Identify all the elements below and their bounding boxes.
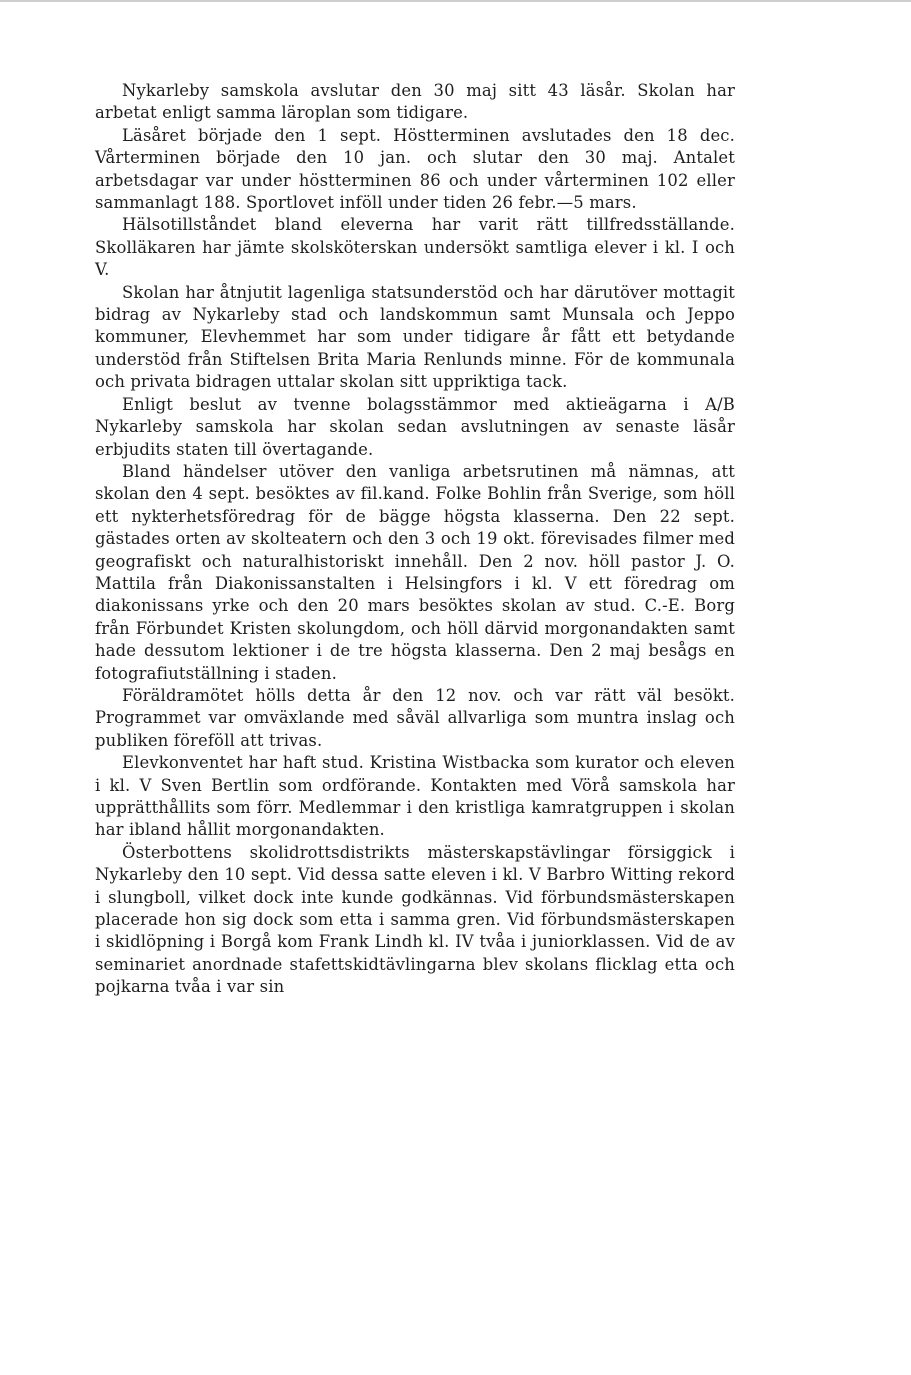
- paragraph-events: Bland händelser utöver den vanliga arbetsrutinen må nämnas, att skolan den 4 sept. besöktes av fil.kand. Folke Bohlin från Sverige, som höll ett nykterhetsföredrag för de bägge högsta klasserna. Den 22 sept. gästades orten av skolteatern och den 3 och 19 okt. förevisades filmer med geografiskt och naturalhistoriskt innehåll. Den 2 nov. höll pastor J. O. Mattila från Diakonissanstalten i Helsingfors i kl. V ett föredrag om diakonissans yrke och den 20 mars besöktes skolan av stud. C.-E. Borg från Förbundet Kristen skolungdom, och höll därvid morgonandakten samt hade dessutom lektioner i de tre högsta klasserna. Den 2 maj besågs en fotografiutställning i staden.: [95, 461, 735, 683]
- paragraph-school-year-end: Nykarleby samskola avslutar den 30 maj sitt 43 läsår. Skolan har arbetat enligt samma läroplan som tidigare.: [95, 81, 735, 123]
- paragraph-terms: Läsåret började den 1 sept. Höstterminen avslutades den 18 dec. Vårterminen började den 10 jan. och slutar den 30 maj. Antalet arbetsdagar var under höstterminen 86 och under vårterminen 102 eller sammanlagt 188. Sportlovet inföll under tiden 26 febr.—5 mars.: [95, 125, 735, 213]
- paragraph-parents-meeting: Föräldramötet hölls detta år den 12 nov. och var rätt väl besökt. Programmet var omväxlande med såväl allvarliga som muntra inslag och publiken föreföll att trivas.: [95, 685, 735, 750]
- paragraph-sports: Österbottens skolidrottsdistrikts mästerskapstävlingar försiggick i Nykarleby den 10 sept. Vid dessa satte eleven i kl. V Barbro Witting rekord i slungboll, vilket dock inte kunde godkännas. Vid förbundsmästerskapen placerade hon sig dock som etta i samma gren. Vid förbundsmästerskapen i skidlöpning i Borgå kom Frank Lindh kl. IV tvåa i juniorklassen. Vid de av seminariet anordnade stafettskidtävlingarna blev skolans flicklag etta och pojkarna tvåa i var sin: [95, 842, 735, 997]
- top-edge-rule: [0, 0, 911, 2]
- paragraph-student-council: Elevkonventet har haft stud. Kristina Wistbacka som kurator och eleven i kl. V Sven Bertlin som ordförande. Kontakten med Vörå samskola har upprätthållits som förr. Medlemmar i den kristliga kamratgruppen i skolan har ibland hållit morgonandakten.: [95, 753, 735, 840]
- paragraph-state-takeover: Enligt beslut av tvenne bolagsstämmor med aktieägarna i A/B Nykarleby samskola har skolan sedan avslutningen av senaste läsår erbjudits staten till övertagande.: [95, 394, 735, 459]
- paragraph-funding: Skolan har åtnjutit lagenliga statsunderstöd och har därutöver mottagit bidrag av Nykarleby stad och landskommun samt Munsala och Jeppo kommuner, Elevhemmet har som under tidigare år fått ett betydande understöd från Stiftelsen Brita Maria Renlunds minne. För de kommunala och privata bidragen uttalar skolan sitt uppriktiga tack.: [95, 282, 735, 392]
- paragraph-health: Hälsotillståndet bland eleverna har varit rätt tillfredsställande. Skolläkaren har jämte skolsköterskan undersökt samtliga elever i kl. I och V.: [95, 215, 735, 280]
- body-text: [95, 80, 735, 999]
